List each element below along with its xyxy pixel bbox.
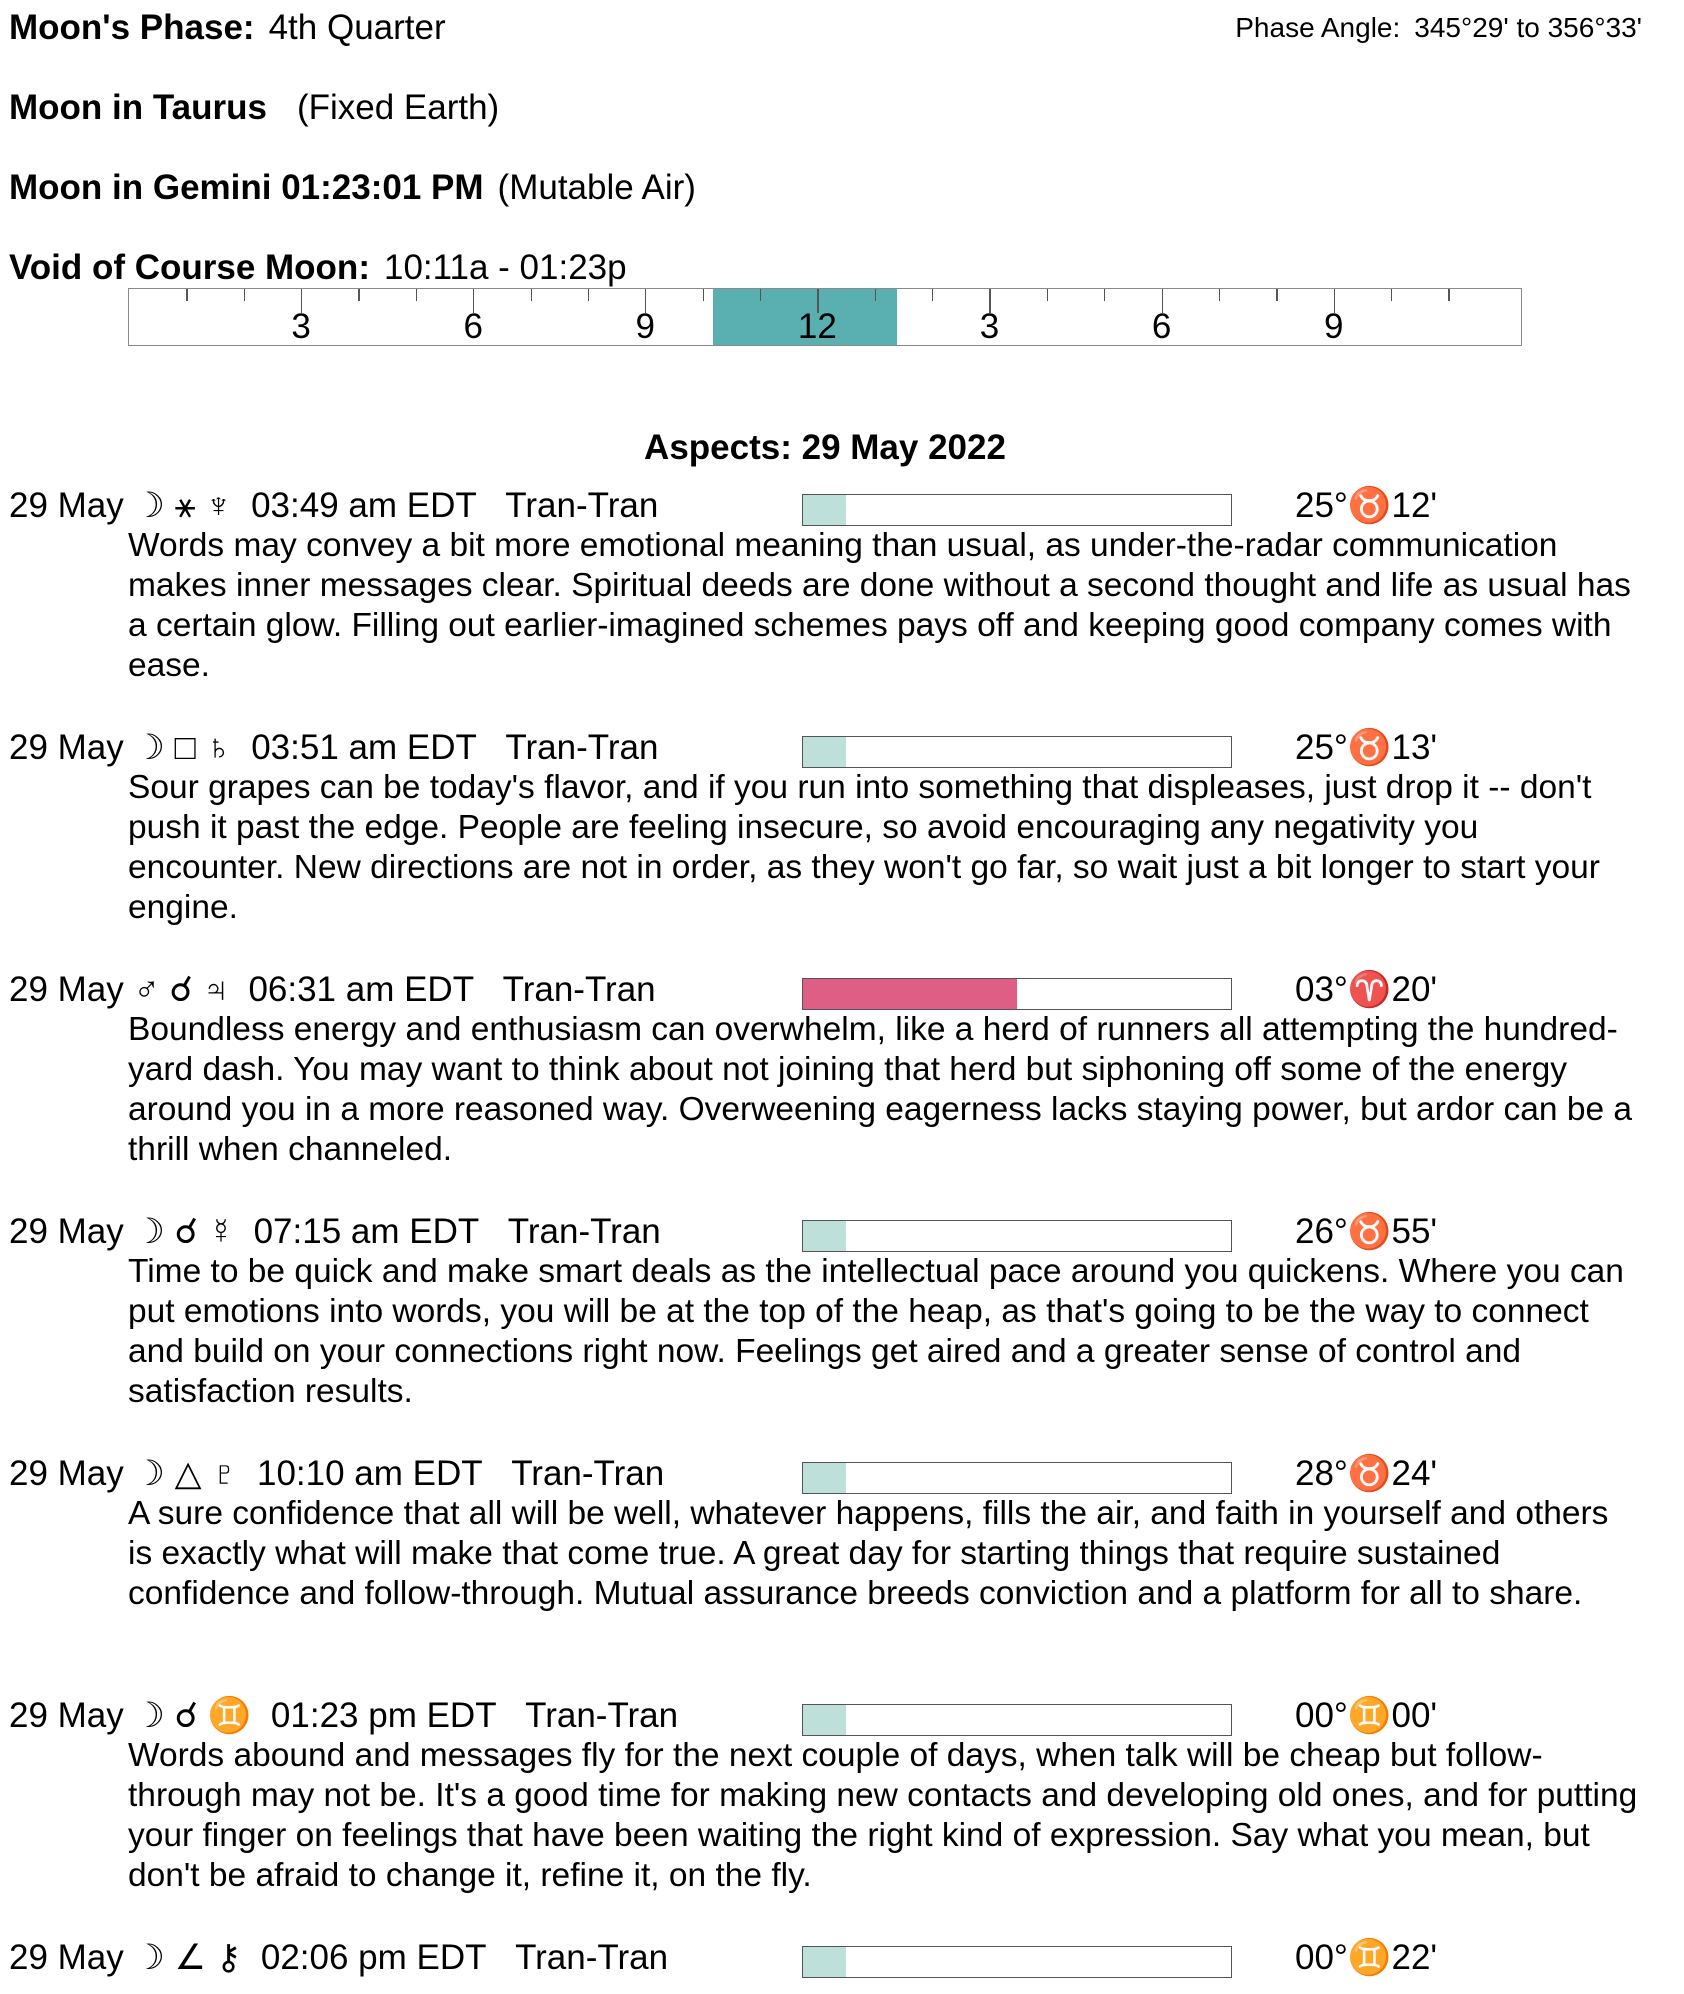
void-label: Void of Course Moon: <box>9 248 370 287</box>
moon-phase-value: 4th Quarter <box>268 8 446 47</box>
timeline-tick <box>1104 289 1105 301</box>
square-icon: □ <box>174 728 196 767</box>
timeline-tick <box>1391 289 1392 301</box>
moon-sign-1-quality: (Fixed Earth) <box>296 88 500 127</box>
aspect-header <box>9 486 658 526</box>
aspect-time: 06:31 am EDT <box>248 970 475 1009</box>
mars-icon: ♂ <box>133 970 160 1009</box>
void-of-course <box>9 248 627 288</box>
conjunction-icon: ☌ <box>174 1696 199 1735</box>
timeline-tick <box>358 289 359 301</box>
aspect-header <box>9 1454 664 1494</box>
timeline-tick <box>1219 289 1220 301</box>
neptune-icon: ♆ <box>205 486 232 525</box>
gemini-icon: ♊ <box>207 1696 252 1735</box>
aspect-date: 29 May <box>9 728 124 767</box>
trine-icon: △ <box>174 1454 202 1493</box>
moon-icon: ☽ <box>133 1212 165 1251</box>
aspect-strength-bar <box>802 1462 1232 1494</box>
phase-angle-label: Phase Angle: <box>1235 12 1401 43</box>
aspect-description: Time to be quick and make smart deals as the intellectual pace around you quickens. Where you can put emotions into words, you will be at the top of the heap, as that's going to be the way to connect and build on your connections right now. Feelings get aired and a greater sense of control and satisfaction results. <box>128 1253 1624 1410</box>
jupiter-icon: ♃ <box>202 970 229 1009</box>
aspect-type: Tran-Tran <box>511 1454 665 1493</box>
aspect-type: Tran-Tran <box>525 1696 679 1735</box>
timeline-tick <box>244 289 245 301</box>
moon-phase <box>9 8 446 48</box>
aspect-strength-bar <box>802 1704 1232 1736</box>
aspect-time: 01:23 pm EDT <box>270 1696 497 1735</box>
aspect-strength-bar <box>802 736 1232 768</box>
timeline-tick <box>416 289 417 301</box>
aspect-time: 07:15 am EDT <box>253 1212 480 1251</box>
timeline-hour-label: 6 <box>463 307 483 346</box>
aspect-header <box>9 970 656 1010</box>
moon-icon: ☽ <box>133 1454 165 1493</box>
timeline-hour-label: 6 <box>1151 307 1172 346</box>
timeline-tick <box>875 289 876 301</box>
sextile-icon: ⚹ <box>174 486 196 525</box>
aspect-strength-fill <box>803 979 1017 1009</box>
timeline-tick <box>703 289 704 301</box>
aspect-time: 03:51 am EDT <box>251 728 477 767</box>
timeline-tick <box>1276 289 1277 301</box>
timeline-tick <box>588 289 589 301</box>
aspect-header <box>9 1212 661 1252</box>
timeline-tick <box>531 289 532 301</box>
aspect-type: Tran-Tran <box>507 1212 661 1251</box>
phase-angle-value: 345°29' to 356°33' <box>1414 12 1642 43</box>
aspect-position: 28°♉24' <box>1295 1454 1438 1493</box>
aspect-position: 25°♉13' <box>1295 728 1438 767</box>
moon-phase-label: Moon's Phase: <box>9 8 255 47</box>
moon-sign-1 <box>9 88 499 128</box>
aspect-strength-bar <box>802 1946 1232 1978</box>
moon-icon: ☽ <box>133 1938 165 1977</box>
aspect-date: 29 May <box>9 486 124 525</box>
aspect-strength-fill <box>803 1705 846 1735</box>
aspect-description: Words abound and messages fly for the next couple of days, when talk will be cheap but follow-through may not be. It's a good time for making new contacts and developing old ones, and for putting your finger on feelings that have been waiting the right kind of expression. Say what you mean, but don't be afraid to change it, refine it, on the fly. <box>128 1737 1638 1894</box>
aspect-type: Tran-Tran <box>505 486 659 525</box>
timeline-tick <box>1047 289 1048 301</box>
aspect-strength-bar <box>802 1220 1232 1252</box>
aspect-strength-fill <box>803 1947 846 1977</box>
timeline-hour-label: 9 <box>635 307 656 346</box>
aspect-strength-fill <box>803 1463 846 1493</box>
aspect-date: 29 May <box>9 1696 124 1735</box>
aspect-time: 03:49 am EDT <box>251 486 477 525</box>
timeline-hour-label: 3 <box>291 307 311 346</box>
moon-icon: ☽ <box>133 1696 165 1735</box>
aspect-position: 00°♊22' <box>1295 1938 1438 1977</box>
aspect-date: 29 May <box>9 1454 124 1493</box>
aspect-date: 29 May <box>9 1938 124 1977</box>
moon-icon: ☽ <box>133 486 165 525</box>
timeline-hour-label: 12 <box>797 307 837 346</box>
aspect-strength-fill <box>803 495 846 525</box>
timeline-tick <box>186 289 187 301</box>
day-timeline <box>128 288 1522 346</box>
semisquare-icon: ∠ <box>174 1938 207 1977</box>
aspect-header <box>9 1938 668 1978</box>
aspect-position: 00°♊00' <box>1295 1696 1438 1735</box>
aspect-strength-fill <box>803 737 846 767</box>
aspect-type: Tran-Tran <box>505 728 659 767</box>
aspect-type: Tran-Tran <box>502 970 656 1009</box>
mercury-icon: ☿ <box>207 1212 235 1251</box>
timeline-hour-label: 9 <box>1323 307 1344 346</box>
pluto-icon: ♇ <box>211 1454 238 1493</box>
aspect-description: A sure confidence that all will be well, whatever happens, fills the air, and faith in yourself and others is exactly what will make that come true. A great day for starting things that require sustained confidence and follow-through. Mutual assurance breeds conviction and a platform for all to share. <box>128 1495 1609 1612</box>
conjunction-icon: ☌ <box>174 1212 199 1251</box>
moon-sign-2-quality: (Mutable Air) <box>497 168 696 207</box>
aspect-date: 29 May <box>9 1212 124 1251</box>
void-value: 10:11a - 01:23p <box>383 248 627 287</box>
timeline-tick <box>760 289 761 301</box>
aspect-type: Tran-Tran <box>515 1938 669 1977</box>
timeline-tick <box>932 289 933 301</box>
aspect-time: 02:06 pm EDT <box>260 1938 487 1977</box>
aspect-position: 26°♉55' <box>1295 1212 1438 1251</box>
aspect-strength-fill <box>803 1221 846 1251</box>
aspect-description: Boundless energy and enthusiasm can overwhelm, like a herd of runners all attempting the hundred-yard dash. You may want to think about not joining that herd but siphoning off some of the energy around you in a more reasoned way. Overweening eagerness lacks staying power, but ardor can be a thrill when channeled. <box>128 1011 1633 1168</box>
moon-sign-2-label: Moon in Gemini 01:23:01 PM <box>9 168 484 207</box>
timeline-tick <box>1448 289 1449 301</box>
chiron-icon: ⚷ <box>215 1938 242 1977</box>
aspect-header <box>9 1696 678 1736</box>
aspect-date: 29 May <box>9 970 124 1009</box>
aspect-position: 25°♉12' <box>1295 486 1438 525</box>
phase-angle <box>1235 8 1642 48</box>
saturn-icon: ♄ <box>205 728 232 767</box>
aspect-strength-bar <box>802 978 1232 1010</box>
moon-sign-2 <box>9 168 696 208</box>
aspect-header <box>9 728 658 768</box>
timeline-hour-label: 3 <box>979 307 1000 346</box>
conjunction-icon: ☌ <box>169 970 193 1009</box>
aspect-strength-bar <box>802 494 1232 526</box>
aspect-description: Words may convey a bit more emotional meaning than usual, as under-the-radar communication makes inner messages clear. Spiritual deeds are done without a second thought and life as usual has a certain glow. Filling out earlier-imagined schemes pays off and keeping good company comes with ease. <box>128 527 1631 684</box>
moon-icon: ☽ <box>133 728 165 767</box>
moon-sign-1-label: Moon in Taurus <box>9 88 267 127</box>
aspect-time: 10:10 am EDT <box>257 1454 483 1493</box>
aspect-position: 03°♈20' <box>1295 970 1438 1009</box>
aspects-title: Aspects: 29 May 2022 <box>644 428 1006 467</box>
aspect-description: Sour grapes can be today's flavor, and if you run into something that displeases, just drop it -- don't push it past the edge. People are feeling insecure, so avoid encouraging any negativity you encounter. New directions are not in order, as they won't go far, so wait just a bit longer to start your engine. <box>128 769 1600 926</box>
